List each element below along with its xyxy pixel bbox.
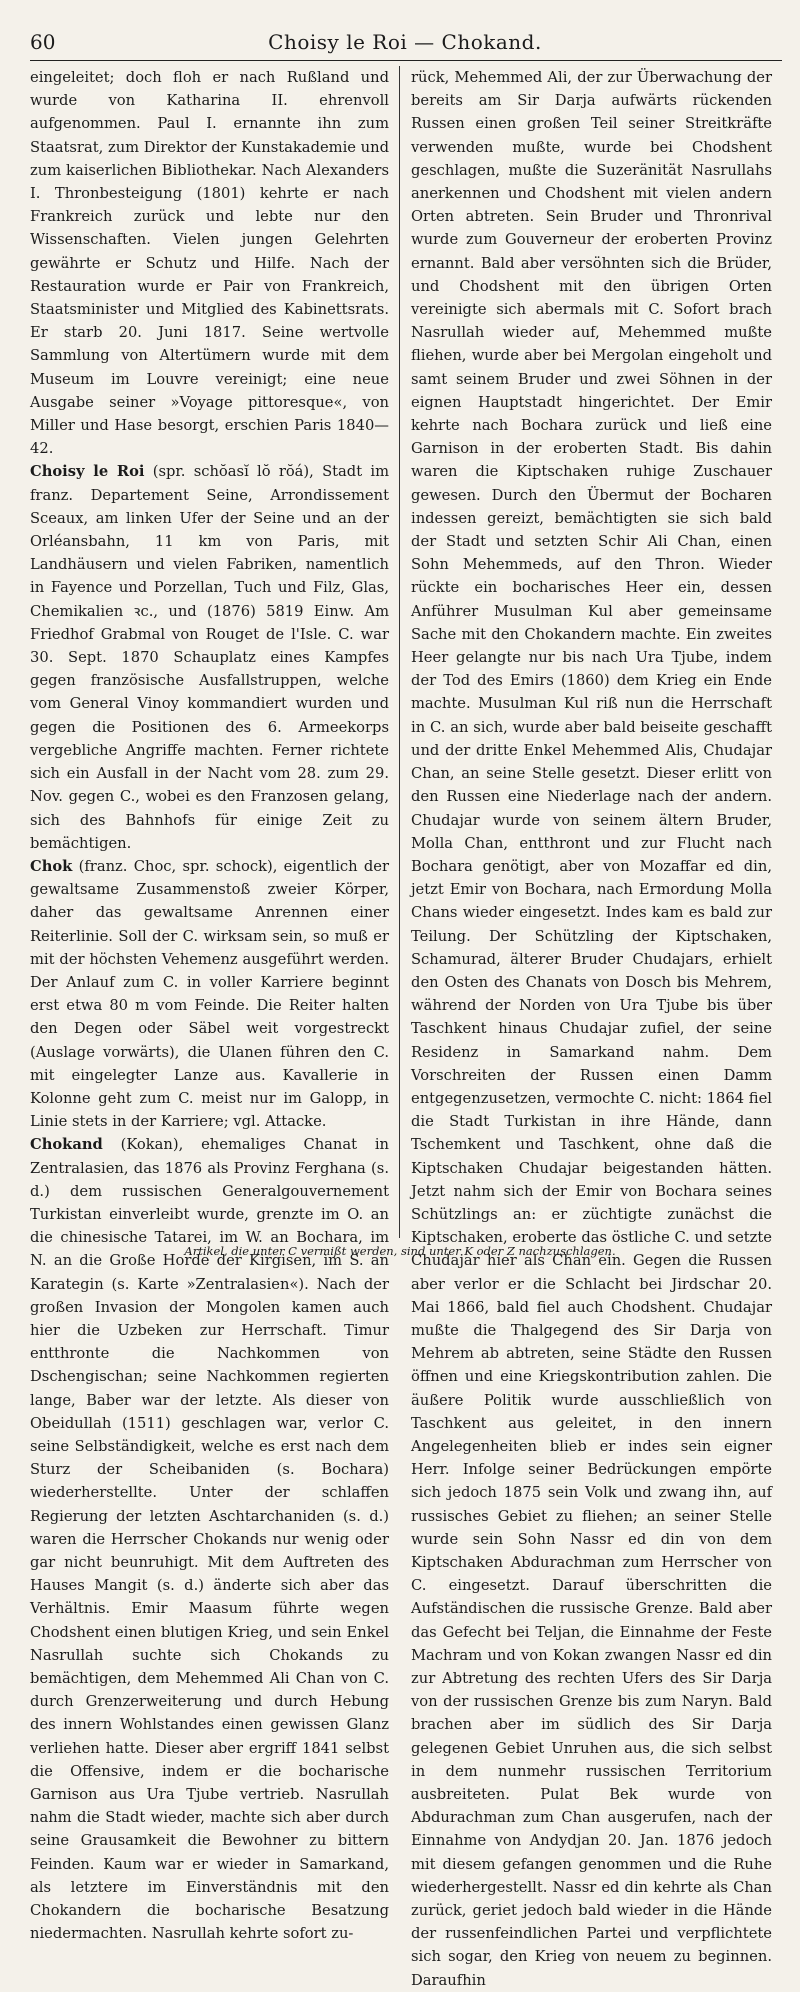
headword: Chok [30, 857, 73, 875]
entry-chokand-continued: rück, Mehemmed Ali, der zur Überwachung der bereits am Sir Darja aufwärts rückenden Russen einen großen Teil seiner Streitkräfte verwenden mußte, wurde bei Chodshent geschlagen, mußte die Suzeränität Nasrullahs anerkennen und Chodshent mit vielen andern Orten abtreten. Sein Bruder und Thronrival wurde zum Gouverneur der eroberten Provinz ernannt. Bald aber versöhnten sich die Brüder, und Chodshent mit den übrigen Orten vereinigte sich abermals mit C. Sofort brach Nasrullah wieder auf, Mehemmed mußte fliehen, wurde aber bei Mergolan eingeholt und samt seinem Bruder und zwei Söhnen in der eignen Hauptstadt hingerichtet. Der Emir kehrte nach Bochara zurück und ließ eine Garnison in der eroberten Stadt. Bis dahin waren die Kiptschaken ruhige Zuschauer gewesen. Durch den Übermut der Bocharen indessen gereizt, bemächtigten sie sich bald der Stadt und setzten Schir Ali Chan, einen Sohn Mehemmeds, auf den Thron. Wieder rückte ein bocharisches Heer ein, dessen Anführer Musulman Kul aber gemeinsame Sache mit den Chokandern machte. Ein zweites Heer gelangte nur bis nach Ura Tjube, indem der Tod des Emirs (1860) dem Krieg ein Ende machte. Musulman Kul riß nun die Herrschaft in C. an sich, wurde aber bald beiseite geschafft und der dritte Enkel Mehemmed Alis, Chudajar Chan, an seine Stelle gesetzt. Dieser erlitt von den Russen eine Niederlage nach der andern. Chudajar wurde von seinem ältern Bruder, Molla Chan, entthront und zur Flucht nach Bochara genötigt, aber von Mozaffar ed din, jetzt Emir von Bochara, nach Ermordung Molla Chans wieder eingesetzt. Indes kam es bald zur Teilung. Der Schützling der Kiptschaken, Schamurad, älterer Bruder Chudajars, erhielt den Osten des Chanats von Dosch bis Mehrem, während der Norden von Ura Tjube bis über Taschkent hinaus Chudajar zufiel, der seine Residenz in Samarkand nahm. Dem Vorschreiten der Russen einen Damm entgegenzusetzen, vermochte C. nicht: 1864 fiel die Stadt Turkistan in ihre Hände, dann Tschemkent und Taschkent, ohne daß die Kiptschaken Chudajar beigestanden hätten. Jetzt nahm sich der Emir von Bochara seines Schützlings an: er züchtigte zunächst die Kiptschaken, eroberte das östliche C. und setzte Chudajar hier als Chan ein. Gegen die Russen aber verlor er die Schlacht bei Jirdschar 20. Mai 1866, bald fiel auch Chodshent. Chudajar mußte die Thalgegend des Sir Darja von Mehrem ab abtreten, seine Städte den Russen öffnen und eine Kriegskontribution zahlen. Die äußere Politik wurde ausschließlich von Taschkent aus geleitet, in den innern Angelegenheiten blieb er indes sein eigner Herr. Infolge seiner Bedrückungen empörte sich jedoch 1875 sein Volk und zwang ihn, auf russisches Gebiet zu fliehen; an seiner Stelle wurde sein Sohn Nassr ed din von dem Kiptschaken Abdurachman zum Herrscher von C. eingesetzt. Darauf überschritten die Aufständischen die russische Grenze. Bald aber das Gefecht bei Teljan, die Einnahme der Feste Machram und von Kokan zwangen Nassr ed din zur Abtretung des rechten Ufers des Sir Darja von der russischen Grenze bis zum Naryn. Bald brachen aber im südlich des Sir Darja gelegenen Gebiet Unruhen aus, die sich selbst in dem nunmehr russischen Territorium ausbreiteten. Pulat Bek wurde von Abdurachman zum Chan ausgerufen, nach der Einnahme von Andydjan 20. Jan. 1876 jedoch mit diesem gefangen genommen und die Ruhe wiederhergestellt. Nassr ed din kehrte als Chan zurück, geriet jedoch bald wieder in die Hände der russenfeindlichen Partei und verpflichtete sich sogar, den Krieg von neuem zu beginnen. Daraufhin [411, 69, 772, 1989]
entry-text: (Kokan), ehemaliges Chanat in Zentralasien, das 1876 als Provinz Ferghana (s. d.) dem russischen Generalgouvernement Turkistan einverleibt wurde, grenzte im O. an die chinesische Tatarei, im W. an Bochara, im N. an die Große Horde der Kirgisen, im S. an Karategin (s. Karte »Zentralasien«). Nach der großen Invasion der Mongolen kamen auch hier die Uzbeken zur Herrschaft. Timur entthronte die Nachkommen von Dschengischan; seine Nachkommen regierten lange, Baber war der letzte. Als dieser von Obeidullah (1511) geschlagen war, verlor C. seine Selbständigkeit, welche es erst nach dem Sturz der Scheibaniden (s. Bochara) wiederherstellte. Unter der schlaffen Regierung der letzten Aschtarchaniden (s. d.) waren die Herrscher Chokands nur wenig oder gar nicht beunruhigt. Mit dem Auftreten des Hauses Mangit (s. d.) änderte sich aber das Verhältnis. Emir Maasum führte wegen Chodshent einen blutigen Krieg, und sein Enkel Nasrullah suchte sich Chokands zu bemächtigen, dem Mehemmed Ali Chan von C. durch Grenzerweiterung und durch Hebung des innern Wohlstandes einen gewissen Glanz verliehen hatte. Dieser aber ergriff 1841 selbst die Offensive, indem er die bocharische Garnison aus Ura Tjube vertrieb. Nasrullah nahm die Stadt wieder, machte sich aber durch seine Grausamkeit die Bewohner zu bittern Feinden. Kaum war er wieder in Samarkand, als letztere im Einverständnis mit den Chokandern die bocharische Besatzung niedermachten. Nasrullah kehrte sofort zu- [30, 1136, 389, 1943]
page-number: 60 [30, 30, 56, 54]
header-rule [30, 60, 782, 61]
entry-chok [30, 855, 389, 1133]
entry-choisy-le-roi [30, 460, 389, 854]
left-column [30, 66, 389, 1943]
page-header [30, 28, 780, 62]
running-title: Choisy le Roi — Chokand. [268, 30, 542, 54]
entry-continuation: eingeleitet; doch floh er nach Rußland und wurde von Katharina II. ehrenvoll aufgenommen. Paul I. ernannte ihn zum Staatsrat, zum Direktor der Kunstakademie und zum kaiserlichen Bibliothekar. Nach Alexanders I. Thronbesteigung (1801) kehrte er nach Frankreich zurück und lebte nur den Wissenschaften. Vielen jungen Gelehrten gewährte er Schutz und Hilfe. Nach der Restauration wurde er Pair von Frankreich, Staatsminister und Mitglied des Kabinettsrats. Er starb 20. Juni 1817. Seine wertvolle Sammlung von Altertümern wurde mit dem Museum im Louvre vereinigt; eine neue Ausgabe seiner »Voyage pittoresque«, von Miller und Hase besorgt, erschien Paris 1840—42. [30, 69, 389, 458]
entry-text: (spr. schŏasĭ lŏ rŏá), Stadt im franz. Departement Seine, Arrondissement Sceaux, am linken Ufer der Seine und an der Orléansbahn, 11 km von Paris, mit Landhäusern und vielen Fabriken, namentlich in Fayence und Porzellan, Tuch und Filz, Glas, Chemikalien ꝛc., und (1876) 5819 Einw. Am Friedhof Grabmal von Rouget de l'Isle. C. war 30. Sept. 1870 Schauplatz eines Kampfes gegen französische Ausfallstruppen, welche vom General Vinoy kommandiert wurden und gegen die Positionen des 6. Armeekorps vergebliche Angriffe machten. Ferner richtete sich ein Ausfall in der Nacht vom 28. zum 29. Nov. gegen C., wobei es den Franzosen gelang, sich des Bahnhofs für einige Zeit zu bemächtigen. [30, 463, 389, 852]
headword: Chokand [30, 1136, 103, 1154]
column-divider [399, 66, 400, 1238]
footer-note: Artikel, die unter C vermißt werden, sind unter K oder Z nachzuschlagen. [184, 1244, 616, 1258]
headword: Choisy le Roi [30, 463, 145, 481]
entry-text: (franz. Choc, spr. schock), eigentlich der gewaltsame Zusammenstoß zweier Körper, daher das gewaltsame Anrennen einer Reiterlinie. Soll der C. wirksam sein, so muß er mit der höchsten Vehemenz ausgeführt werden. Der Anlauf zum C. in voller Karriere beginnt erst etwa 80 m vom Feinde. Die Reiter halten den Degen oder Säbel weit vorgestreckt (Auslage vorwärts), die Ulanen führen den C. mit eingelegter Lanze aus. Kavallerie in Kolonne geht zum C. meist nur im Galopp, in Linie stets in der Karriere; vgl. Attacke. [30, 857, 389, 1131]
right-column [411, 66, 772, 1989]
